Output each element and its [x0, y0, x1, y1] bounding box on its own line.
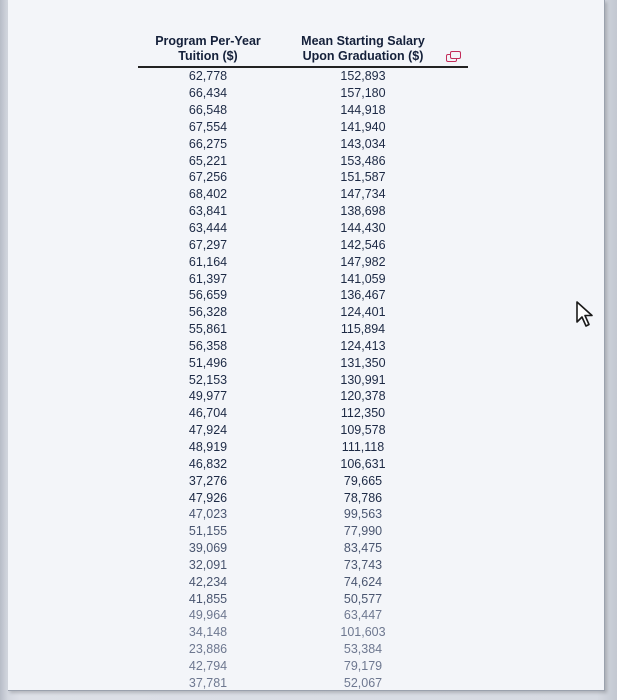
- tuition-cell: 66,548: [188, 103, 228, 118]
- table-row: [138, 304, 468, 321]
- salary-cell: 147,982: [340, 254, 386, 269]
- tuition-cell: 61,164: [188, 254, 228, 269]
- salary-cell: 157,180: [340, 86, 386, 101]
- column-header-tuition: Program Per-Year Tuition ($): [155, 34, 261, 63]
- table-row: [138, 102, 468, 119]
- table-row: [138, 405, 468, 422]
- data-table-panel: [8, 0, 605, 691]
- column-header-salary: Mean Starting Salary Upon Graduation ($): [301, 34, 425, 63]
- tuition-cell: 49,977: [188, 389, 228, 404]
- table-row: [138, 523, 468, 540]
- salary-cell: 138,698: [340, 204, 386, 219]
- salary-cell: 153,486: [340, 153, 386, 168]
- salary-cell: 79,665: [343, 473, 383, 488]
- salary-cell: 53,384: [343, 642, 383, 657]
- tuition-cell: 46,704: [188, 406, 228, 421]
- salary-cell: 152,893: [340, 69, 386, 84]
- salary-cell: 124,413: [340, 338, 386, 353]
- tuition-cell: 47,924: [188, 423, 228, 438]
- salary-cell: 50,577: [343, 591, 383, 606]
- data-table: [138, 26, 468, 691]
- tuition-cell: 56,328: [188, 305, 228, 320]
- tuition-cell: 34,148: [188, 625, 228, 640]
- table-row: [138, 422, 468, 439]
- table-row: [138, 203, 468, 220]
- mouse-pointer-icon: [575, 300, 597, 328]
- table-row: [138, 287, 468, 304]
- salary-cell: 143,034: [340, 136, 386, 151]
- table-row: [138, 540, 468, 557]
- tuition-cell: 56,659: [188, 288, 228, 303]
- table-row: [138, 455, 468, 472]
- table-row: [138, 236, 468, 253]
- table-row: [138, 556, 468, 573]
- tuition-cell: 42,234: [188, 574, 228, 589]
- tuition-cell: 66,275: [188, 136, 228, 151]
- tuition-cell: 37,781: [188, 675, 228, 690]
- salary-cell: 136,467: [340, 288, 386, 303]
- tuition-cell: 66,434: [188, 86, 228, 101]
- salary-cell: 141,059: [340, 271, 386, 286]
- table-row: [138, 321, 468, 338]
- salary-cell: 151,587: [340, 170, 386, 185]
- salary-cell: 147,734: [340, 187, 386, 202]
- tuition-cell: 49,964: [188, 608, 228, 623]
- tuition-cell: 39,069: [188, 541, 228, 556]
- table-row: [138, 338, 468, 355]
- tuition-cell: 48,919: [188, 439, 228, 454]
- table-row: [138, 641, 468, 658]
- salary-cell: 52,067: [343, 675, 383, 690]
- salary-cell: 74,624: [343, 574, 383, 589]
- salary-cell: 131,350: [340, 355, 386, 370]
- salary-cell: 120,378: [340, 389, 386, 404]
- salary-cell: 111,118: [341, 439, 385, 454]
- table-row: [138, 371, 468, 388]
- tuition-cell: 67,554: [188, 119, 228, 134]
- tuition-cell: 47,926: [188, 490, 228, 505]
- table-row: [138, 85, 468, 102]
- tuition-cell: 42,794: [188, 658, 228, 673]
- tuition-cell: 23,886: [188, 642, 228, 657]
- salary-cell: 101,603: [340, 625, 386, 640]
- table-row: [138, 253, 468, 270]
- tuition-cell: 47,023: [188, 507, 228, 522]
- table-row: [138, 658, 468, 675]
- tuition-cell: 52,153: [188, 372, 228, 387]
- tuition-cell: 65,221: [188, 153, 228, 168]
- tuition-cell: 56,358: [188, 338, 228, 353]
- table-row: [138, 119, 468, 136]
- table-row: [138, 388, 468, 405]
- tuition-cell: 63,444: [188, 221, 228, 236]
- table-row: [138, 489, 468, 506]
- table-row: [138, 674, 468, 691]
- tuition-cell: 68,402: [188, 187, 228, 202]
- tuition-cell: 67,297: [188, 237, 228, 252]
- tuition-cell: 51,155: [188, 524, 228, 539]
- table-row: [138, 152, 468, 169]
- salary-cell: 144,918: [340, 103, 386, 118]
- tuition-cell: 46,832: [188, 456, 228, 471]
- copy-icon[interactable]: [446, 51, 460, 61]
- salary-cell: 144,430: [340, 221, 386, 236]
- table-row: [138, 186, 468, 203]
- tuition-cell: 62,778: [188, 69, 228, 84]
- salary-cell: 142,546: [340, 237, 386, 252]
- tuition-cell: 67,256: [188, 170, 228, 185]
- salary-cell: 78,786: [343, 490, 383, 505]
- salary-cell: 141,940: [340, 119, 386, 134]
- tuition-cell: 63,841: [188, 204, 228, 219]
- table-row: [138, 68, 468, 85]
- table-row: [138, 354, 468, 371]
- salary-cell: 112,350: [340, 406, 386, 421]
- salary-cell: 63,447: [343, 608, 383, 623]
- salary-cell: 109,578: [340, 423, 386, 438]
- table-row: [138, 624, 468, 641]
- table-row: [138, 573, 468, 590]
- table-body: [138, 68, 468, 691]
- salary-cell: 79,179: [343, 658, 383, 673]
- table-row: [138, 270, 468, 287]
- tuition-cell: 41,855: [188, 591, 228, 606]
- tuition-cell: 32,091: [188, 557, 228, 572]
- salary-cell: 124,401: [340, 305, 386, 320]
- table-row: [138, 607, 468, 624]
- tuition-cell: 61,397: [188, 271, 228, 286]
- salary-cell: 99,563: [343, 507, 383, 522]
- table-row: [138, 439, 468, 456]
- salary-cell: 77,990: [343, 524, 383, 539]
- salary-cell: 115,894: [340, 322, 386, 337]
- salary-cell: 73,743: [343, 557, 383, 572]
- table-row: [138, 135, 468, 152]
- tuition-cell: 55,861: [188, 322, 228, 337]
- tuition-cell: 51,496: [188, 355, 228, 370]
- table-header: [138, 26, 468, 68]
- salary-cell: 106,631: [340, 456, 386, 471]
- table-row: [138, 220, 468, 237]
- tuition-cell: 37,276: [188, 473, 228, 488]
- salary-cell: 130,991: [340, 372, 386, 387]
- salary-cell: 83,475: [343, 541, 383, 556]
- table-row: [138, 590, 468, 607]
- table-row: [138, 506, 468, 523]
- table-row: [138, 169, 468, 186]
- table-row: [138, 472, 468, 489]
